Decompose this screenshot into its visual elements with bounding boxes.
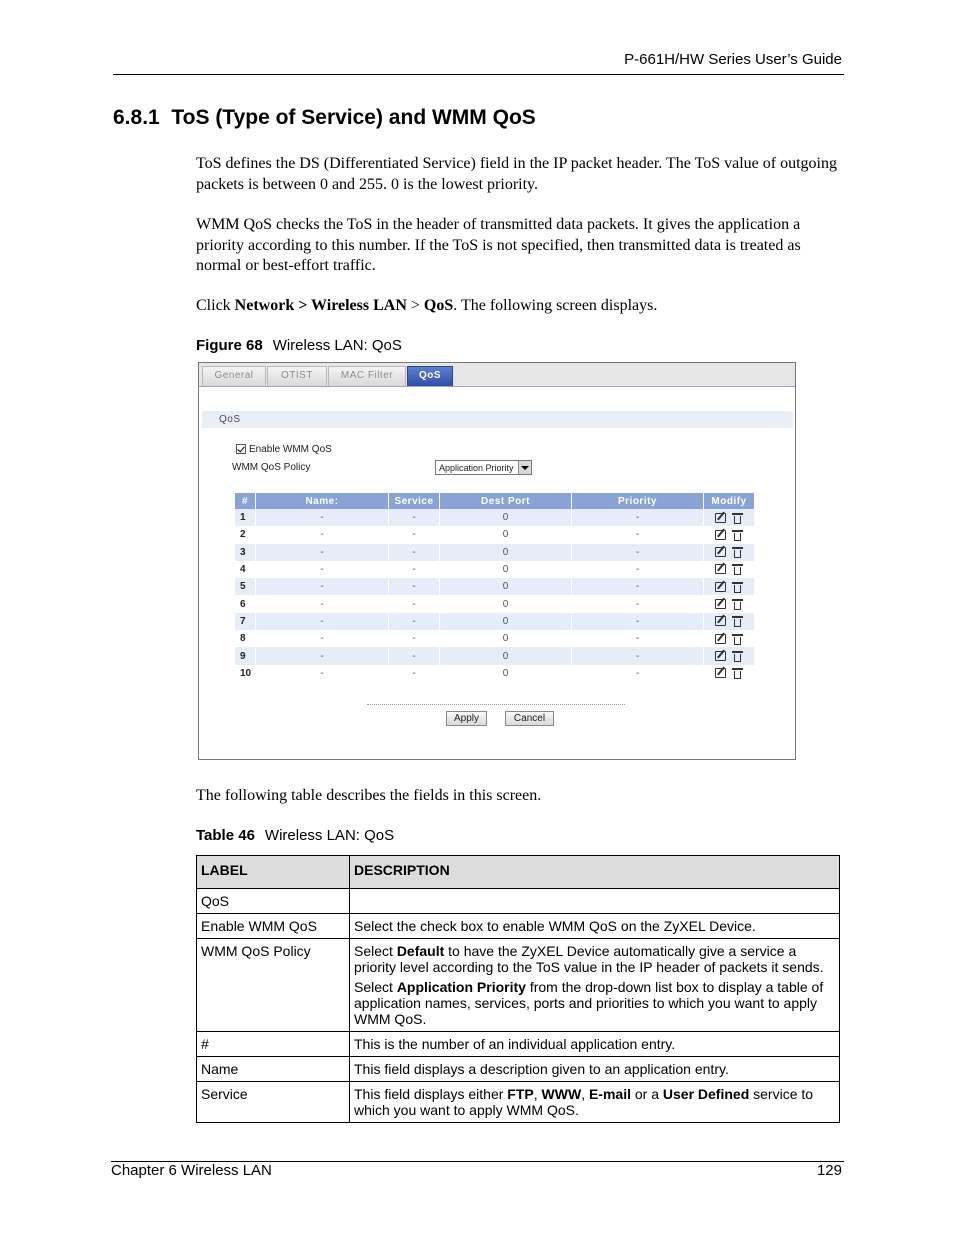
edit-icon[interactable] [715, 564, 726, 574]
table-row: QoS [197, 889, 840, 914]
apply-button[interactable]: Apply [446, 711, 487, 726]
table-row: 4 - - 0 - [235, 561, 754, 578]
chevron-down-icon [518, 461, 531, 474]
qos-section-label: QoS [219, 414, 241, 425]
edit-icon[interactable] [715, 547, 726, 557]
delete-icon[interactable] [732, 634, 743, 644]
figure-caption: Figure 68 Wireless LAN: QoS [196, 337, 402, 354]
tab-general[interactable]: General [202, 366, 266, 386]
paragraph-wmm: WMM QoS checks the ToS in the header of transmitted data packets. It gives the application a priority according to this number. If the ToS is not specified, then transmitted data is treated as normal or best-effort traffic. [196, 216, 801, 274]
footer-chapter: Chapter 6 Wireless LAN [111, 1162, 272, 1179]
table-row: 3 - - 0 - [235, 544, 754, 561]
col-number: # [235, 493, 255, 509]
delete-icon[interactable] [732, 599, 743, 609]
delete-icon[interactable] [732, 547, 743, 557]
tab-qos[interactable]: QoS [407, 366, 453, 386]
enable-wmm-label: Enable WMM QoS [249, 444, 332, 455]
section-title: 6.8.1 ToS (Type of Service) and WMM QoS [113, 106, 536, 129]
nav-path: Network > Wireless LAN [234, 297, 407, 314]
description-table [196, 855, 840, 1123]
table-row: WMM QoS Policy Select Default to have the ZyXEL Device automatically give a service a priority level according to the ToS value in the IP header of packets it sends. Select Application Priority from the drop-down list box to display a table of application names, services, ports and priorities to which you want to apply WMM QoS. [197, 939, 840, 1032]
paragraph-navigation: Click Network > Wireless LAN > QoS. The following screen displays. [196, 297, 658, 314]
qos-rules-table [234, 493, 755, 682]
edit-icon[interactable] [715, 651, 726, 661]
button-separator [367, 704, 625, 705]
wmm-policy-label: WMM QoS Policy [232, 462, 311, 473]
tab-mac-filter[interactable]: MAC Filter [328, 366, 406, 386]
nav-qos: QoS [423, 297, 454, 314]
edit-icon[interactable] [715, 513, 726, 523]
table-caption: Table 46 Wireless LAN: QoS [196, 827, 395, 844]
delete-icon[interactable] [732, 668, 743, 678]
delete-icon[interactable] [732, 530, 743, 540]
col-modify: Modify [704, 493, 754, 509]
header-rule [113, 74, 844, 75]
paragraph-tos: ToS defines the DS (Differentiated Service) field in the IP packet header. The ToS value of outgoing packets is between 0 and 255. 0 is the lowest priority. [196, 155, 837, 193]
table-row: 8 - - 0 - [235, 630, 754, 647]
edit-icon[interactable] [715, 668, 726, 678]
delete-icon[interactable] [732, 582, 743, 592]
edit-icon[interactable] [715, 582, 726, 592]
col-priority: Priority [572, 493, 703, 509]
paragraph-table-intro: The following table describes the fields in this screen. [196, 787, 542, 804]
col-name: Name: [256, 493, 388, 509]
wmm-policy-select[interactable]: Application Priority [435, 460, 532, 475]
edit-icon[interactable] [715, 599, 726, 609]
table-row: 2 - - 0 - [235, 526, 754, 543]
table-row: 10 - - 0 - [235, 665, 754, 682]
delete-icon[interactable] [732, 564, 743, 574]
table-row: 1 - - 0 - [235, 509, 754, 526]
table-row: 6 - - 0 - [235, 595, 754, 612]
edit-icon[interactable] [715, 634, 726, 644]
delete-icon[interactable] [732, 513, 743, 523]
tab-otist[interactable]: OTIST [267, 366, 327, 386]
col-description-header: DESCRIPTION [350, 856, 840, 889]
table-row: Service This field displays either FTP, WWW, E-mail or a User Defined service to which you want to apply WMM QoS. [197, 1082, 840, 1123]
enable-wmm-checkbox[interactable] [236, 444, 246, 454]
col-label-header: LABEL [197, 856, 350, 889]
tab-bar [199, 363, 795, 387]
table-row: # This is the number of an individual application entry. [197, 1032, 840, 1057]
delete-icon[interactable] [732, 616, 743, 626]
running-header: P-661H/HW Series User’s Guide [624, 51, 842, 68]
col-service: Service [389, 493, 439, 509]
table-row: 9 - - 0 - [235, 647, 754, 664]
table-row: Enable WMM QoS Select the check box to enable WMM QoS on the ZyXEL Device. [197, 914, 840, 939]
edit-icon[interactable] [715, 530, 726, 540]
cancel-button[interactable]: Cancel [505, 711, 554, 726]
page-number: 129 [816, 1162, 842, 1179]
qos-section-band [202, 411, 793, 428]
table-row: 5 - - 0 - [235, 578, 754, 595]
table-row: Name This field displays a description given to an application entry. [197, 1057, 840, 1082]
table-row: 7 - - 0 - [235, 613, 754, 630]
figure-screenshot [198, 362, 796, 760]
edit-icon[interactable] [715, 616, 726, 626]
col-dest-port: Dest Port [440, 493, 571, 509]
delete-icon[interactable] [732, 651, 743, 661]
